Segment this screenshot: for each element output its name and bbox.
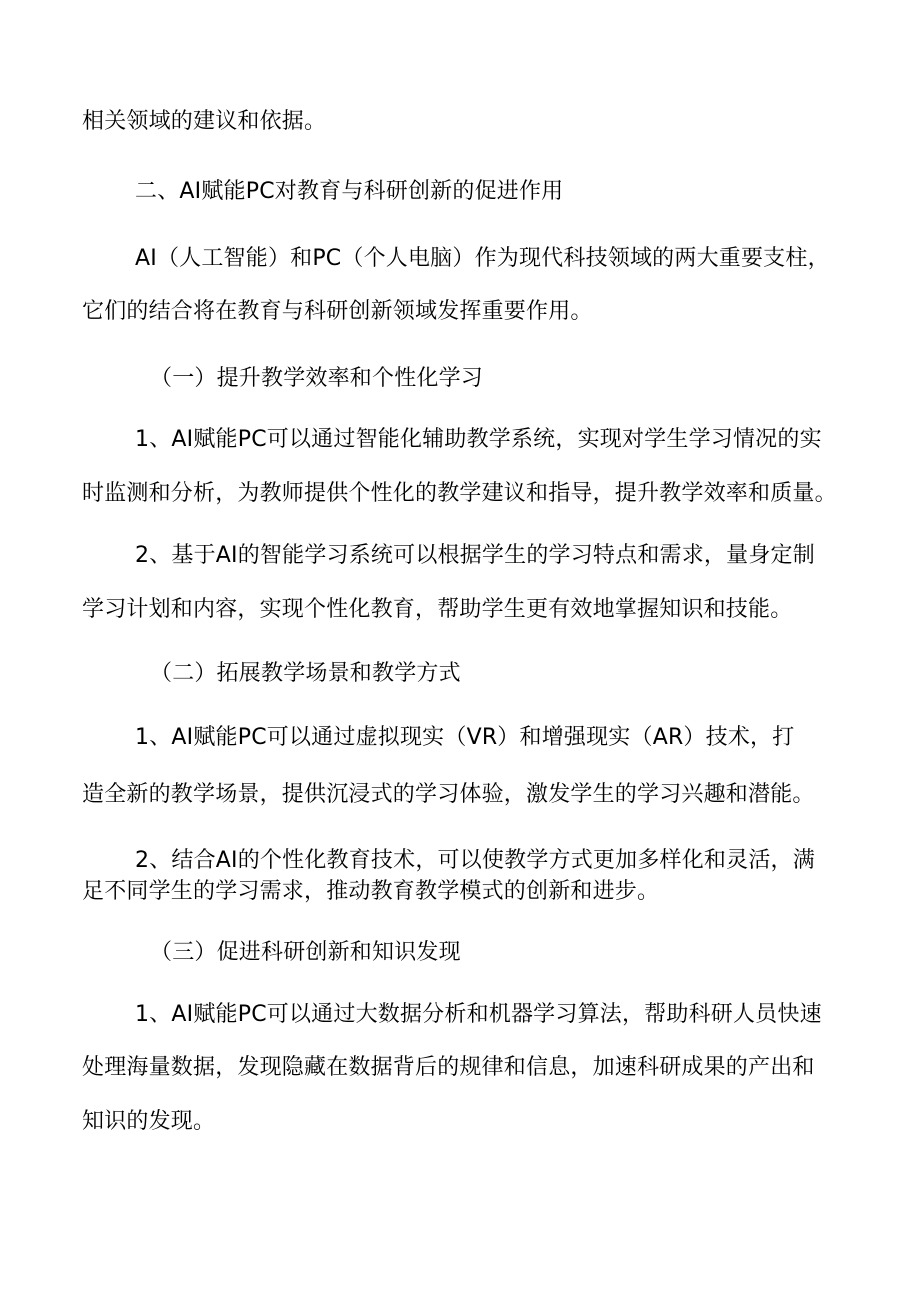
paragraph-line: AI（人工智能）和PC（个人电脑）作为现代科技领域的两大重要支柱， xyxy=(135,246,830,271)
paragraph-line: 足不同学生的学习需求，推动教育教学模式的创新和进步。 xyxy=(82,879,660,904)
paragraph-line: 它们的结合将在教育与科研创新领域发挥重要作用。 xyxy=(82,299,593,324)
paragraph-line: 1、AI赋能PC可以通过虚拟现实（VR）和增强现实（AR）技术，打 xyxy=(135,725,795,750)
paragraph-line: 时监测和分析，为教师提供个性化的教学建议和指导，提升教学效率和质量。 xyxy=(82,481,837,506)
subsection-heading: （二）拓展教学场景和教学方式 xyxy=(150,661,461,686)
paragraph-line: 2、结合AI的个性化教育技术，可以使教学方式更加多样化和灵活，满 xyxy=(135,848,815,873)
paragraph-line: 学习计划和内容，实现个性化教育，帮助学生更有效地掌握知识和技能。 xyxy=(82,597,793,622)
paragraph-line: 处理海量数据，发现隐藏在数据背后的规律和信息，加速科研成果的产出和 xyxy=(82,1055,815,1080)
subsection-heading: （一）提升教学效率和个性化学习 xyxy=(150,366,484,391)
section-heading: 二、AI赋能PC对教育与科研创新的促进作用 xyxy=(135,179,564,204)
paragraph-line: 造全新的教学场景，提供沉浸式的学习体验，激发学生的学习兴趣和潜能。 xyxy=(82,782,815,807)
paragraph-line: 知识的发现。 xyxy=(82,1109,216,1134)
paragraph-line: 2、基于AI的智能学习系统可以根据学生的学习特点和需求，量身定制 xyxy=(135,543,815,568)
paragraph-line: 1、AI赋能PC可以通过智能化辅助教学系统，实现对学生学习情况的实 xyxy=(135,427,822,452)
paragraph-line: 相关领域的建议和依据。 xyxy=(82,109,327,134)
paragraph-line: 1、AI赋能PC可以通过大数据分析和机器学习算法，帮助科研人员快速 xyxy=(135,1002,822,1027)
subsection-heading: （三）促进科研创新和知识发现 xyxy=(150,940,461,965)
